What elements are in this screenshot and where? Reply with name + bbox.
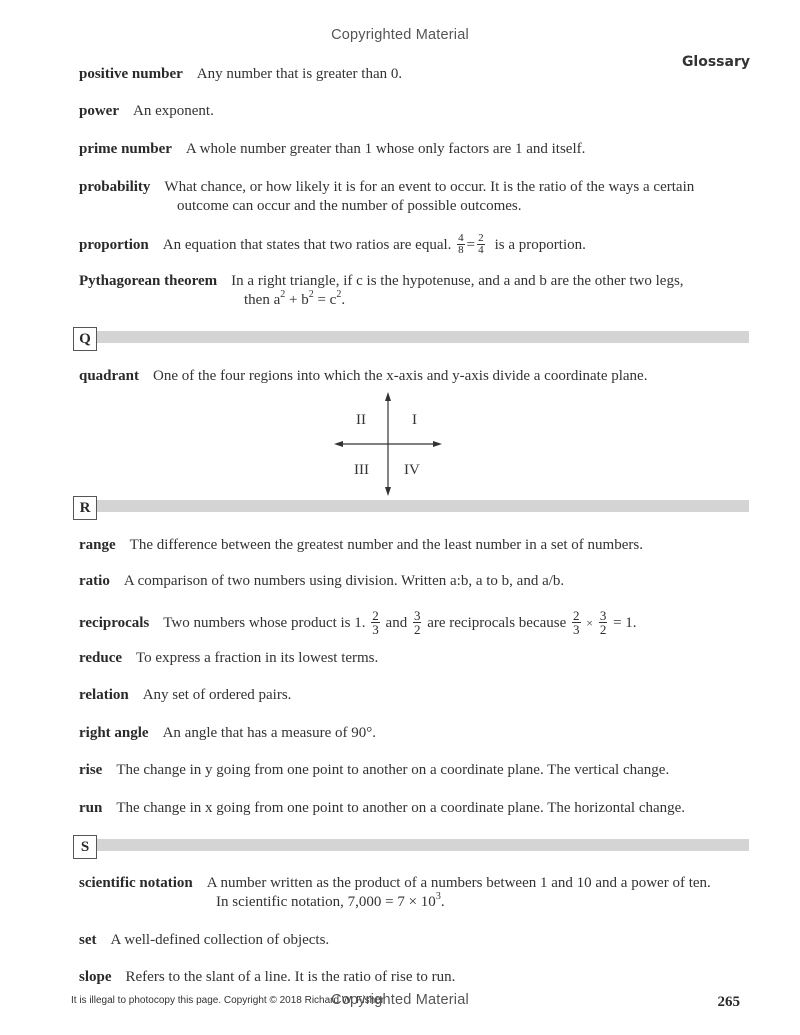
definition: What chance, or how likely it is for an event to occur. It is the ratio of the ways a certain xyxy=(164,179,695,195)
fraction: $\frac{2}{3}$ xyxy=(573,608,580,637)
definition: To express a fraction in its lowest terms. xyxy=(136,650,379,666)
copyright-notice: It is illegal to photocopy this page. Copyright © 2018 Richard W. Fisher xyxy=(71,995,385,1006)
quadrant-label-iv: IV xyxy=(404,462,420,478)
letter-divider-r xyxy=(73,496,749,520)
term: power xyxy=(79,103,119,119)
definition: One of the four regions into which the x-axis and y-axis divide a coordinate plane. xyxy=(153,368,648,384)
letter-box: Q xyxy=(73,327,97,351)
definition: A number written as the product of a numbers between 1 and 10 and a power of ten. xyxy=(206,875,711,891)
entry-slope xyxy=(79,968,455,986)
fraction: $\frac{2}{3}$ xyxy=(372,608,379,637)
divider-bar xyxy=(97,839,749,851)
entry-reciprocals: reciprocals Two numbers whose product is 1. $\frac{2}{3}$ and $\frac{3}{2}$ are reciprocals because $\frac{2}{3}$ × $\frac{3}{2}$ = 1. xyxy=(79,608,637,637)
definition: In a right triangle, if c is the hypotenuse, and a and b are the other two legs, xyxy=(231,273,684,289)
term: reciprocals xyxy=(79,614,150,631)
definition: A comparison of two numbers using division. Written a:b, a to b, and a/b. xyxy=(123,573,565,589)
term: positive number xyxy=(79,66,183,82)
divider-bar xyxy=(97,500,749,512)
entry-run xyxy=(79,799,685,817)
definition: An equation that states that two ratios are equal. xyxy=(162,236,452,253)
term: scientific notation xyxy=(79,875,193,891)
entry-right-angle xyxy=(79,724,376,742)
entry-positive-number xyxy=(79,65,402,83)
term: probability xyxy=(79,179,151,195)
entry-reduce xyxy=(79,649,378,667)
definition-continuation: outcome can occur and the number of possible outcomes. xyxy=(177,198,522,214)
quadrant-diagram xyxy=(334,392,442,496)
term: reduce xyxy=(79,650,123,666)
entry-power xyxy=(79,102,214,120)
fraction: $\frac{3}{2}$ xyxy=(413,608,421,637)
term: relation xyxy=(79,687,129,703)
entry-quadrant xyxy=(79,367,647,385)
entry-pythagorean-theorem xyxy=(79,272,684,290)
term: ratio xyxy=(79,573,110,589)
definition: The change in y going from one point to another on a coordinate plane. The vertical change. xyxy=(116,762,670,778)
term: slope xyxy=(79,969,112,985)
letter-box: S xyxy=(73,835,97,859)
entry-scientific-notation xyxy=(79,874,711,892)
definition: The difference between the greatest number and the least number in a set of numbers. xyxy=(129,537,643,553)
fraction: $\frac{2}{4}$ xyxy=(478,232,484,256)
entry-proportion: proportion An equation that states that two ratios are equal. $\frac{4}{8}$ = $\frac{2}{4}$ is a proportion. xyxy=(79,232,586,256)
entry-rise xyxy=(79,761,669,779)
quadrant-label-ii: II xyxy=(356,412,366,428)
definition: Two numbers whose product is 1. xyxy=(163,614,366,631)
term: range xyxy=(79,537,116,553)
letter-divider-s xyxy=(73,835,749,859)
definition: A whole number greater than 1 whose only factors are 1 and itself. xyxy=(185,141,586,157)
entry-set xyxy=(79,931,329,949)
definition-continuation: In scientific notation, $7,000 = 7 \times 10^3$. xyxy=(216,891,445,910)
definition: Any number that is greater than 0. xyxy=(196,66,403,82)
entry-relation xyxy=(79,686,291,704)
coordinate-axes-icon xyxy=(334,392,442,496)
term: rise xyxy=(79,762,103,778)
entry-ratio xyxy=(79,572,564,590)
entry-probability xyxy=(79,178,694,196)
definition-continuation: then $a^2 + b^2 = c^2$. xyxy=(244,289,346,308)
definition: An angle that has a measure of 90°. xyxy=(162,725,377,741)
entry-prime-number xyxy=(79,140,585,158)
definition: An exponent. xyxy=(133,103,214,119)
term: Pythagorean theorem xyxy=(79,273,218,289)
letter-box: R xyxy=(73,496,97,520)
term: proportion xyxy=(79,236,149,253)
quadrant-label-iii: III xyxy=(354,462,369,478)
page-number: 265 xyxy=(717,994,740,1010)
divider-bar xyxy=(97,331,749,343)
copyright-watermark-bottom: Copyrighted Material xyxy=(331,992,469,1008)
letter-divider-q xyxy=(73,327,749,351)
entry-range xyxy=(79,536,643,554)
fraction: $\frac{3}{2}$ xyxy=(599,608,607,637)
fraction: $\frac{4}{8}$ xyxy=(458,232,464,256)
section-title: Glossary xyxy=(681,54,750,70)
definition: A well-defined collection of objects. xyxy=(110,932,330,948)
term: quadrant xyxy=(79,368,140,384)
copyright-watermark-top: Copyrighted Material xyxy=(331,27,469,43)
term: run xyxy=(79,800,103,816)
term: right angle xyxy=(79,725,149,741)
term: set xyxy=(79,932,97,948)
definition: Any set of ordered pairs. xyxy=(142,687,292,703)
definition: The change in x going from one point to another on a coordinate plane. The horizontal change. xyxy=(116,800,686,816)
quadrant-label-i: I xyxy=(412,412,417,428)
term: prime number xyxy=(79,141,172,157)
definition: Refers to the slant of a line. It is the ratio of rise to run. xyxy=(125,969,456,985)
